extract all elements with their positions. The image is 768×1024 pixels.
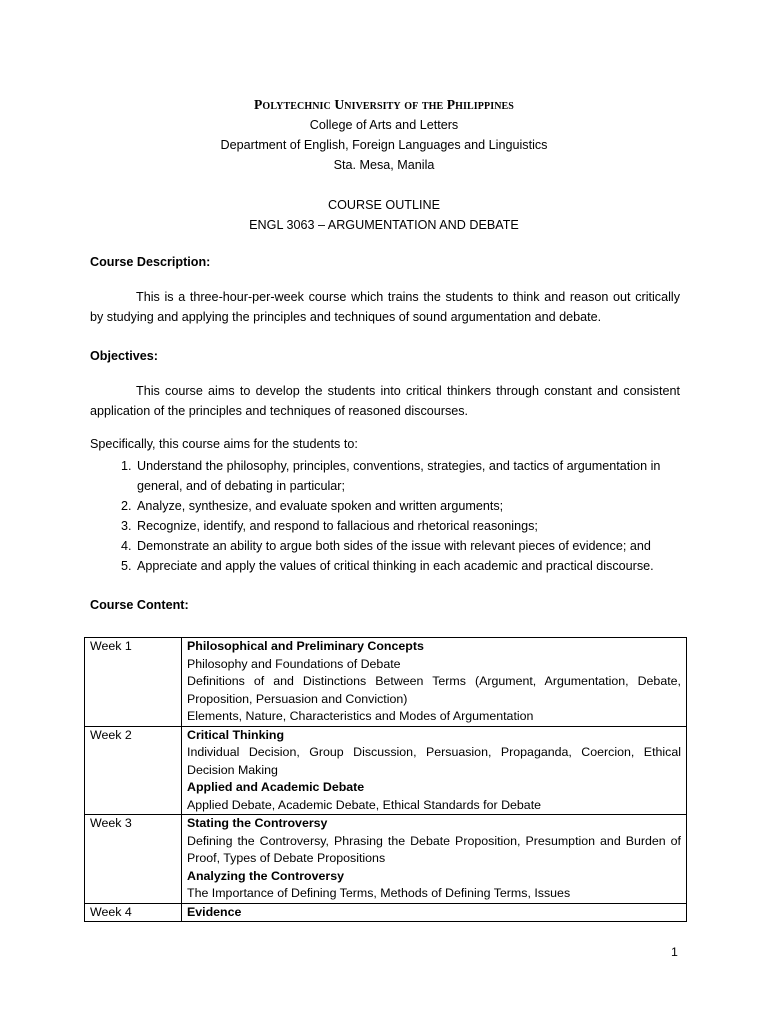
topic-line: Defining the Controversy, Phrasing the Debate Proposition, Presumption and Burden of Proof, Types of Debate Propositions [187,833,681,865]
topic-heading: Critical Thinking [187,727,285,742]
week-label: Week 2 [85,726,182,815]
week-label: Week 3 [85,815,182,904]
college-name: College of Arts and Letters [309,118,459,132]
document-header [0,95,768,235]
topic-heading: Philosophical and Preliminary Concepts [187,639,424,653]
objective-item: 2. Analyze, synthesize, and evaluate spoken and written arguments; [135,496,680,516]
topic-line: Individual Decision, Group Discussion, Persuasion, Propaganda, Coercion, Ethical Decision Making [187,745,681,777]
week-topics [182,638,687,727]
topic-heading: Evidence [187,904,242,919]
week-label: Week 1 [85,638,182,727]
department-name: Department of English, Foreign Languages and Linguistics [220,138,548,152]
table-row [85,638,687,727]
specific-objectives-intro: Specifically, this course aims for the students to: [90,437,358,451]
course-description-text: This is a three-hour-per-week course which trains the students to think and reason out critically by studying and applying the principles and techniques of sound argumentation and debate. [90,290,680,324]
topic-line: Definitions of and Distinctions Between Terms (Argument, Argumentation, Debate, Proposition, Persuasion and Conviction) [187,674,681,706]
objectives-list [90,456,680,576]
week-label: Week 4 [85,903,182,922]
table-row [85,903,687,922]
objectives-heading: Objectives: [90,349,158,363]
topic-heading: Stating the Controversy [187,816,328,830]
outline-label: COURSE OUTLINE [328,198,440,212]
topic-line: Philosophy and Foundations of Debate [187,656,401,671]
objectives-text: This course aims to develop the students into critical thinkers through constant and consistent application of the principles and techniques of reasoned discourses. [90,384,680,418]
course-content-table [84,637,687,922]
topic-line: The Importance of Defining Terms, Methods of Defining Terms, Issues [187,886,571,900]
objective-item: 4. Demonstrate an ability to argue both sides of the issue with relevant pieces of evidence; and [135,536,680,556]
location: Sta. Mesa, Manila [333,158,435,172]
objective-item: 5. Appreciate and apply the values of critical thinking in each academic and practical discourse. [135,556,680,576]
page-number: 1 [671,945,678,959]
objective-item: 1. Understand the philosophy, principles, conventions, strategies, and tactics of argumentation in general, and of debating in particular; [135,456,680,496]
week-topics [182,726,687,815]
table-row [85,815,687,904]
course-title: ENGL 3063 – ARGUMENTATION AND DEBATE [249,218,519,232]
topic-heading: Analyzing the Controversy [187,868,344,883]
topic-line: Elements, Nature, Characteristics and Modes of Argumentation [187,709,534,723]
course-description-heading: Course Description: [90,255,211,269]
objective-item: 3. Recognize, identify, and respond to fallacious and rhetorical reasonings; [135,516,680,536]
topic-heading: Applied and Academic Debate [187,780,365,794]
week-topics [182,903,687,922]
university-name: Polytechnic University of the Philippines [254,97,514,112]
course-content-heading: Course Content: [90,598,189,612]
table-row [85,726,687,815]
topic-line: Applied Debate, Academic Debate, Ethical Standards for Debate [187,797,542,812]
week-topics [182,815,687,904]
